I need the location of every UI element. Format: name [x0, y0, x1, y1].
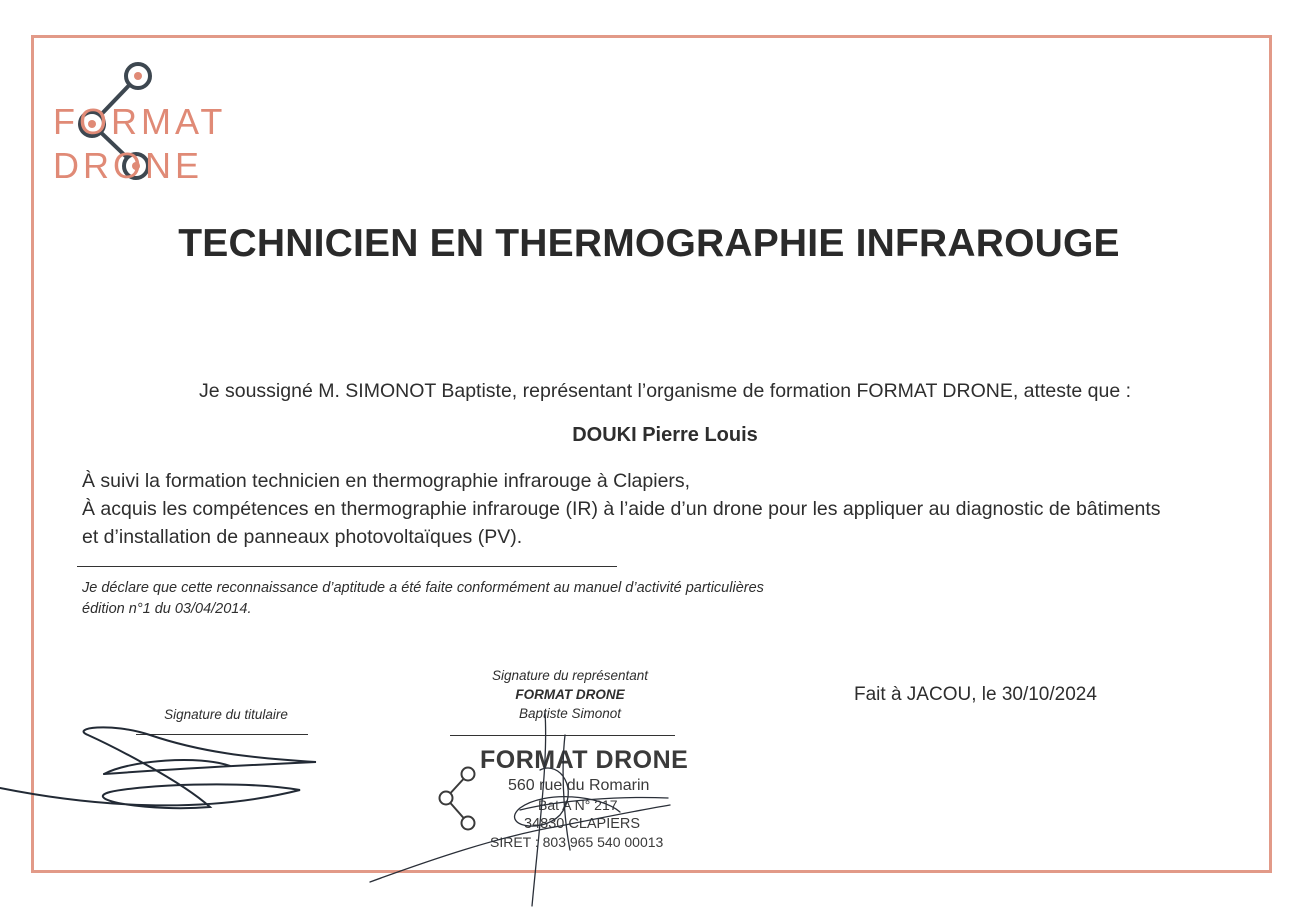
declaration-line-2: édition n°1 du 03/04/2014.	[82, 601, 252, 617]
statement-line-1: À suivi la formation technicien en thermographie infrarouge à Clapiers,	[82, 470, 691, 492]
rep-org-label: FORMAT DRONE	[515, 687, 625, 702]
logo-word-drone: DRONE	[53, 145, 204, 186]
rep-signature-label: Signature du représentant	[491, 668, 649, 683]
stamp-address: 560 rue du Romarin	[508, 777, 650, 794]
statement-line-3: et d’installation de panneaux photovoltaïques (PV).	[82, 526, 523, 548]
declaration-line-1: Je déclare que cette reconnaissance d’aptitude a été faite conformément au manuel d’activité particulières	[82, 580, 764, 596]
holder-name: DOUKI Pierre Louis	[572, 424, 758, 446]
stamp-city: 34830 CLAPIERS	[524, 816, 641, 832]
holder-signature-scribble	[0, 727, 316, 808]
holder-signature-label: Signature du titulaire	[164, 707, 288, 722]
certificate-title: TECHNICIEN EN THERMOGRAPHIE INFRAROUGE	[178, 222, 1120, 265]
place-and-date: Fait à JACOU, le 30/10/2024	[854, 684, 1097, 705]
logo-word-format: FORMAT	[53, 101, 227, 142]
stamp-company-name: FORMAT DRONE	[480, 746, 689, 774]
statement-line-2: À acquis les compétences en thermographie infrarouge (IR) à l’aide d’un drone pour les appliquer au diagnostic de bâtiments	[82, 498, 1161, 520]
stamp-building: Bat A N° 217	[538, 797, 618, 813]
representative-signature-scribble	[370, 712, 670, 906]
rep-name-label: Baptiste Simonot	[518, 706, 622, 721]
intro-text: Je soussigné M. SIMONOT Baptiste, représentant l’organisme de formation FORMAT DRONE, atteste que :	[198, 380, 1132, 402]
stamp-siret: SIRET : 803 965 540 00013	[490, 834, 664, 850]
